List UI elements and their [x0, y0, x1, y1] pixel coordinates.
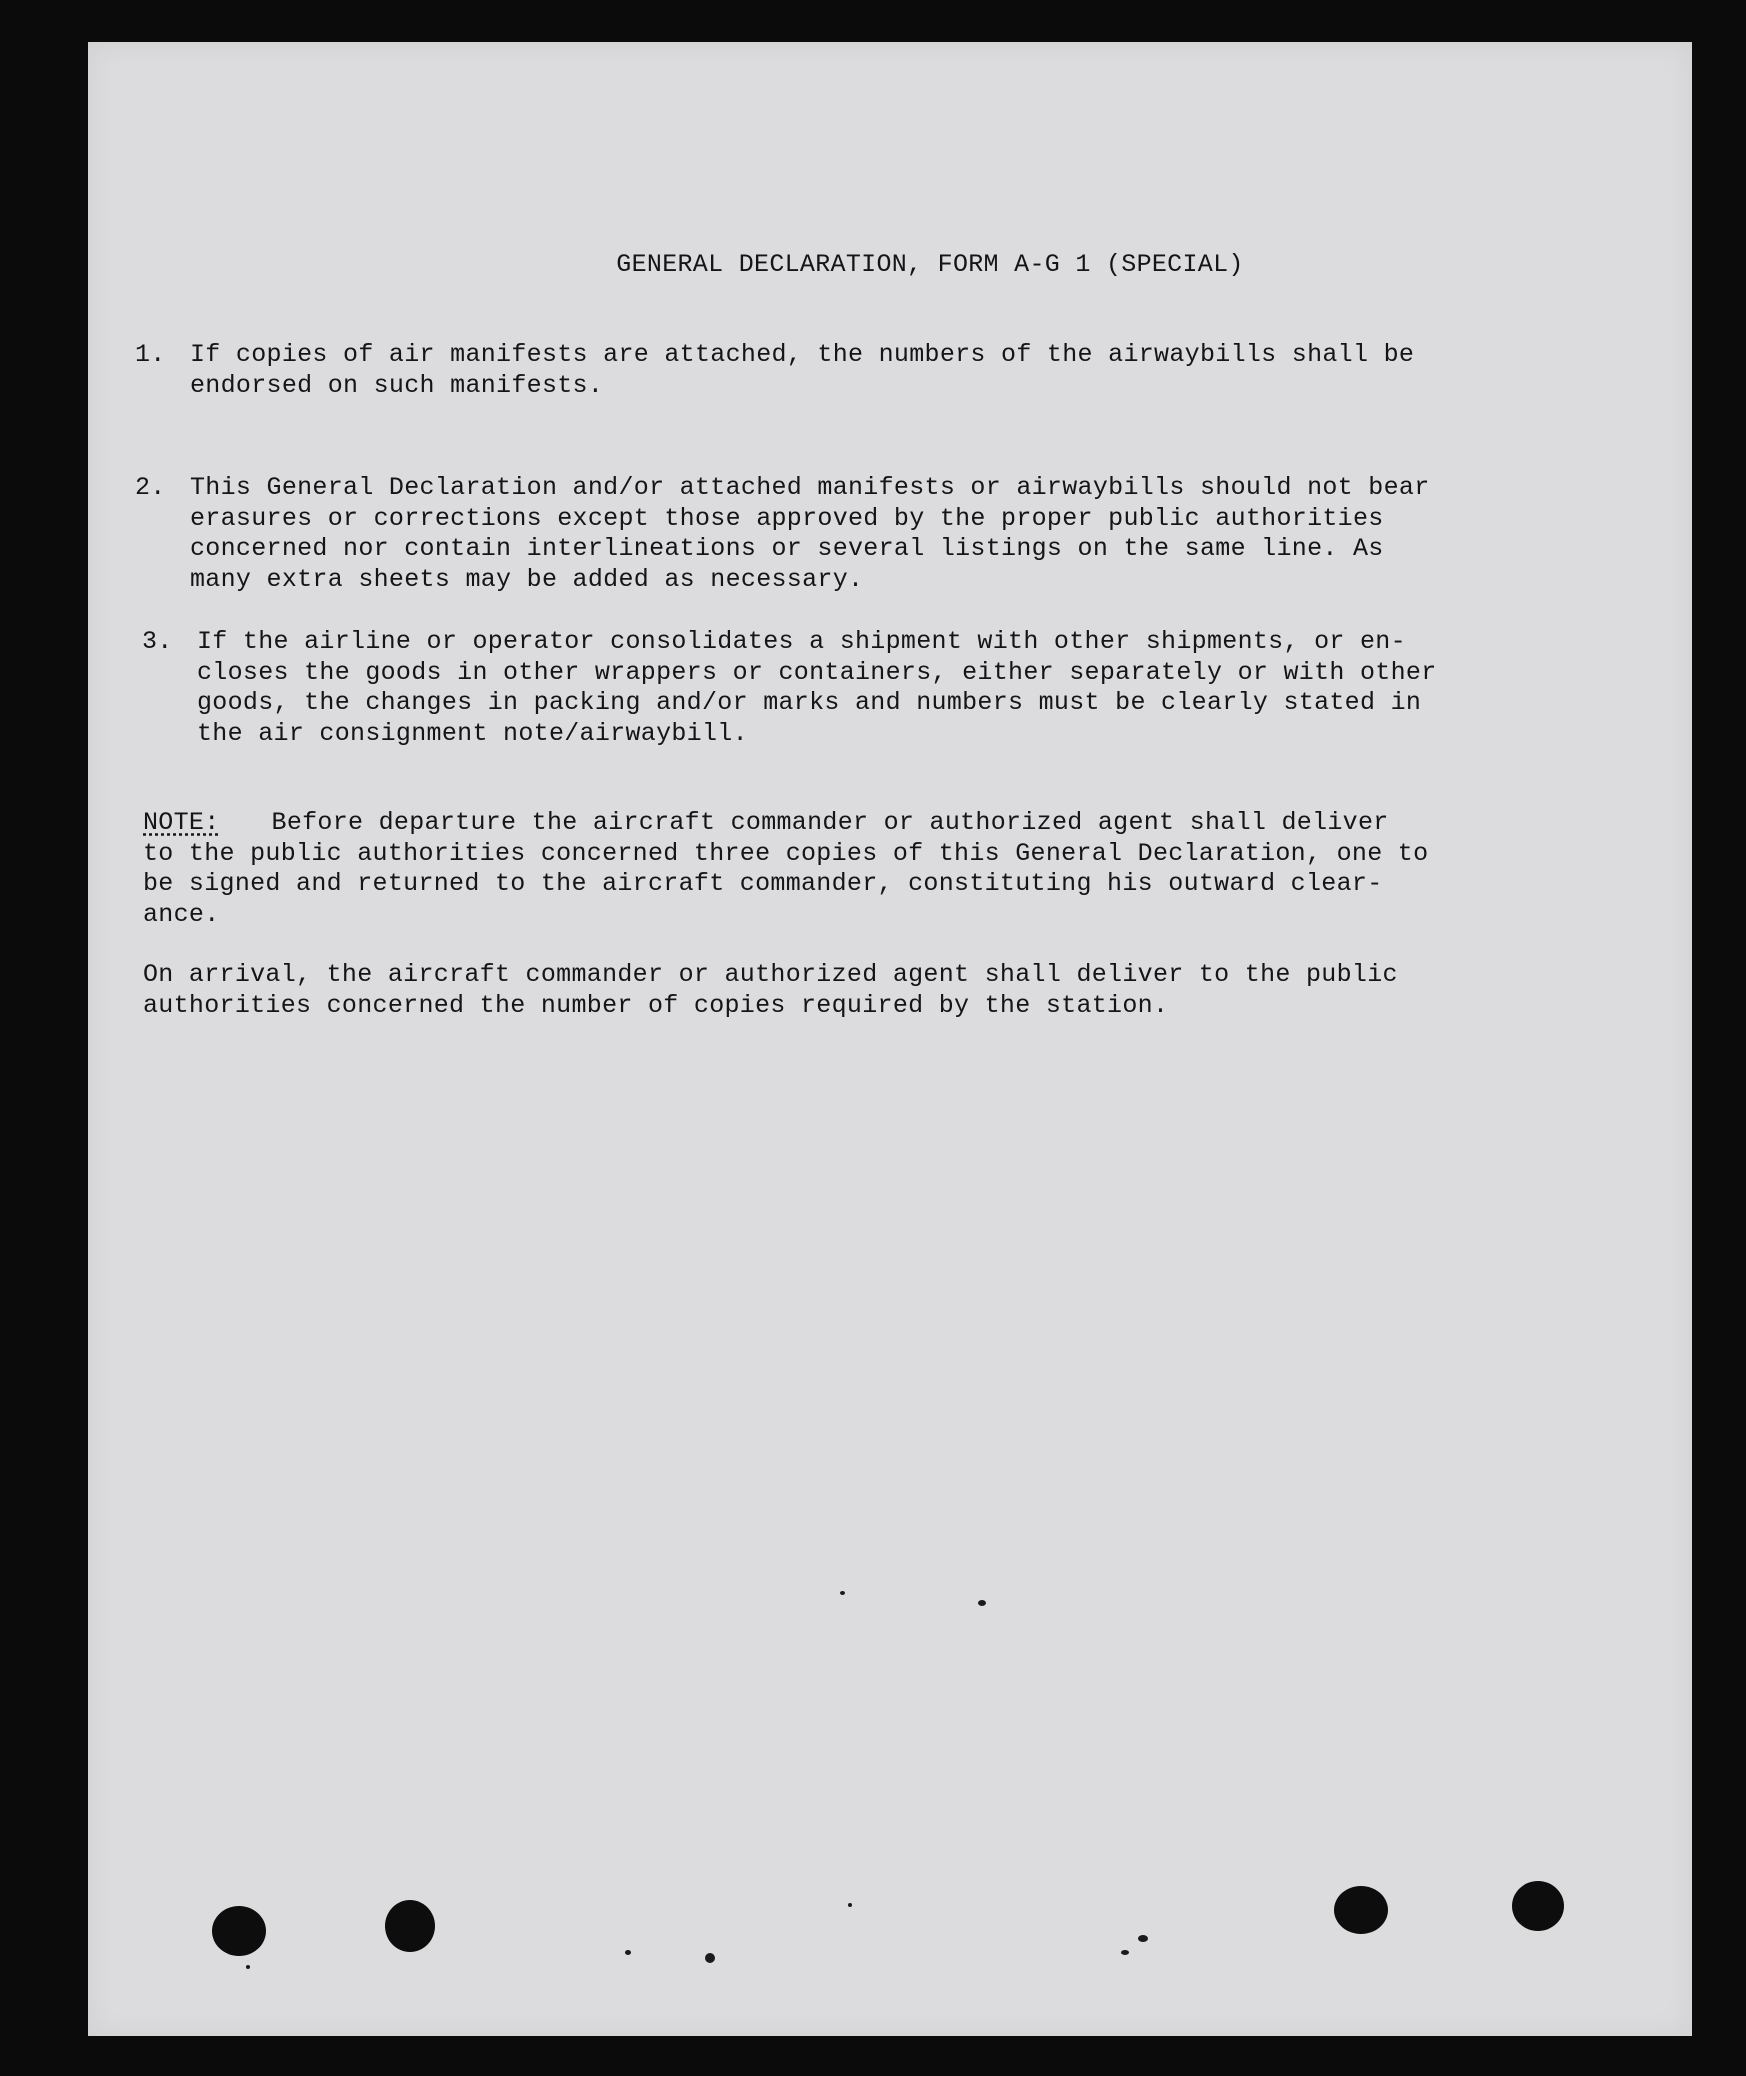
arrival-line: On arrival, the aircraft commander or authorized agent shall deliver to the public: [143, 960, 1398, 989]
item-line: concerned nor contain interlineations or several listings on the same line. As: [190, 534, 1384, 563]
punch-hole: [1334, 1886, 1388, 1934]
item-line: closes the goods in other wrappers or containers, either separately or with other: [197, 657, 1437, 687]
document-title: GENERAL DECLARATION, FORM A-G 1 (SPECIAL): [616, 250, 1244, 279]
scan-speck: [1121, 1950, 1129, 1955]
arrival-paragraph: [143, 960, 1543, 1021]
item-text: [190, 473, 1510, 595]
scan-speck: [705, 1953, 715, 1963]
scan-speck: [625, 1950, 631, 1955]
note-line: ance.: [143, 899, 220, 929]
note-label: NOTE:: [143, 808, 220, 837]
item-line: the air consignment note/airwaybill.: [197, 718, 748, 748]
note-line: be signed and returned to the aircraft commander, constituting his outward clear-: [143, 869, 1383, 898]
arrival-line: authorities concerned the number of copies required by the station.: [143, 990, 1169, 1020]
note-line: to the public authorities concerned three copies of this General Declaration, one to: [143, 838, 1429, 868]
item-line: If copies of air manifests are attached, the numbers of the airwaybills shall be: [190, 340, 1415, 369]
item-text: [190, 340, 1510, 401]
item-line: If the airline or operator consolidates a shipment with other shipments, or en-: [197, 627, 1406, 656]
item-text: [197, 627, 1517, 749]
note-first-line: [143, 808, 1543, 839]
note-paragraph: [143, 808, 1543, 930]
scan-speck: [840, 1591, 845, 1595]
item-number: 2.: [135, 473, 166, 502]
punch-hole: [212, 1906, 266, 1956]
item-line: endorsed on such manifests.: [190, 370, 604, 400]
scan-speck: [978, 1600, 986, 1606]
scan-speck: [848, 1903, 852, 1907]
scan-speck: [246, 1965, 250, 1969]
item-line: goods, the changes in packing and/or marks and numbers must be clearly stated in: [197, 688, 1422, 717]
item-line: erasures or corrections except those approved by the proper public authorities: [190, 503, 1384, 533]
punch-hole: [1512, 1881, 1564, 1931]
note-text: Before departure the aircraft commander or authorized agent shall deliver: [271, 808, 1389, 837]
item-line: This General Declaration and/or attached manifests or airwaybills should not bear: [190, 473, 1430, 502]
scan-speck: [1138, 1935, 1148, 1942]
item-line: many extra sheets may be added as necessary.: [190, 564, 864, 594]
item-number: 3.: [142, 627, 173, 656]
item-number: 1.: [135, 340, 166, 369]
punch-hole: [385, 1900, 435, 1952]
